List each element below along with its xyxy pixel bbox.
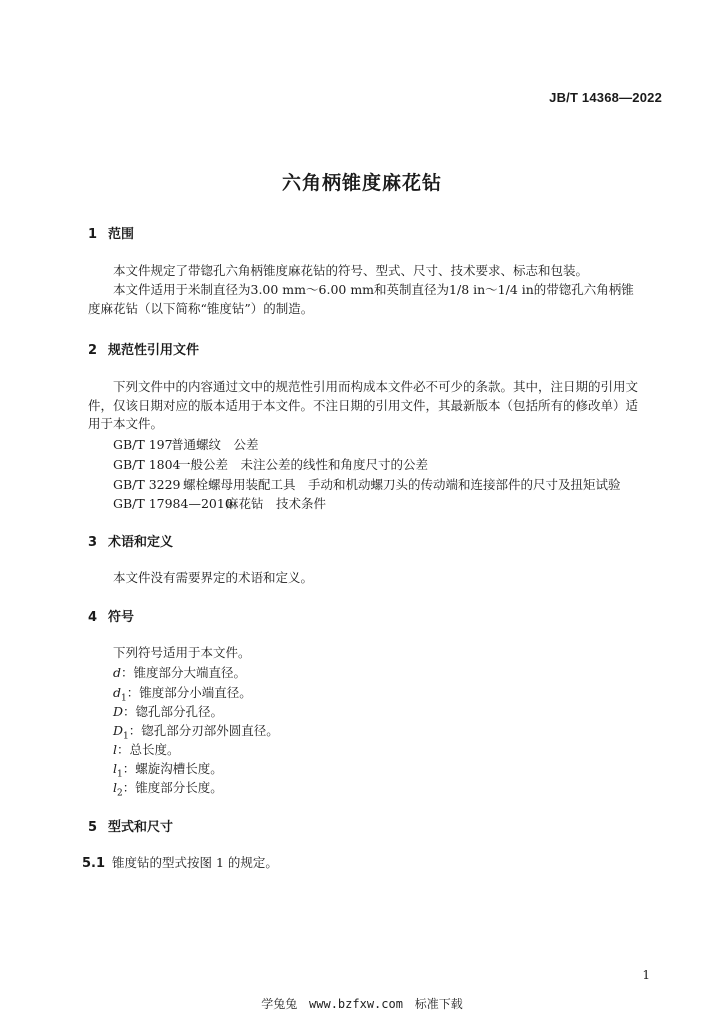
symbol-definition [113, 721, 279, 742]
symbol-description: ：锪孔部分孔径。 [123, 704, 224, 719]
symbol: D [113, 723, 124, 738]
subsection-5-1 [82, 853, 278, 871]
symbol-definition [113, 778, 223, 799]
footer-url: www.bzfxw.com [309, 997, 403, 1011]
symbol-description: ：总长度。 [117, 742, 180, 757]
section-1-paragraph-2: 本文件适用于米制直径为3.00 mm～6.00 mm和英制直径为1/8 in～1/4 in的带锪孔六角柄锥度麻花钻（以下简称“锥度钻”）的制造。 [88, 282, 634, 316]
reference-title: 一般公差 未注公差的线性和角度尺寸的公差 [178, 457, 429, 472]
reference-code: GB/T 197 [113, 437, 173, 452]
symbol-subscript: 1 [123, 731, 129, 742]
reference-item [113, 435, 259, 453]
reference-code: GB/T 3229 [113, 477, 181, 492]
symbol-description: ：锥度部分大端直径。 [121, 665, 247, 680]
symbol: l [113, 761, 117, 776]
symbol-description: ：锥度部分小端直径。 [126, 685, 252, 700]
symbol: D [113, 704, 124, 719]
section-2-heading [88, 339, 199, 358]
symbol-definition [113, 759, 223, 780]
section-number: 2 [88, 343, 98, 358]
section-3-paragraph-1: 本文件没有需要界定的术语和定义。 [113, 570, 314, 585]
symbols-intro: 下列符号适用于本文件。 [113, 645, 251, 660]
symbol-description: ：锥度部分长度。 [122, 780, 223, 795]
watermark-footer [0, 995, 724, 1012]
symbol: l [113, 780, 117, 795]
symbol-description: ：锪孔部分刃部外圆直径。 [128, 723, 279, 738]
reference-code: GB/T 1804 [113, 457, 181, 472]
symbol-definition [113, 663, 246, 684]
symbol: d [113, 665, 122, 680]
section-title: 型式和尺寸 [108, 820, 174, 835]
symbol-definition [113, 702, 223, 723]
standard-number: JB/T 14368—2022 [549, 90, 662, 105]
section-4-heading [88, 606, 134, 625]
section-1-heading [88, 223, 134, 242]
section-title: 术语和定义 [108, 535, 174, 550]
subsection-text: 锥度钻的型式按图 1 的规定。 [112, 855, 278, 870]
section-2-paragraph-1: 下列文件中的内容通过文中的规范性引用而构成本文件必不可少的条款。其中，注日期的引用文件，仅该日期对应的版本适用于本文件。不注日期的引用文件，其最新版本（包括所有的修改单）适用于本文件。 [88, 379, 639, 431]
section-number: 3 [88, 535, 98, 550]
section-1-paragraph-1: 本文件规定了带锪孔六角柄锥度麻花钻的符号、型式、尺寸、技术要求、标志和包装。 [113, 263, 589, 278]
reference-title: 螺栓螺母用装配工具 手动和机动螺刀头的传动端和连接部件的尺寸及扭矩试验 [183, 477, 621, 492]
symbol: l [113, 742, 117, 757]
page-number: 1 [642, 968, 650, 982]
symbol-subscript: 1 [121, 693, 127, 704]
section-title: 符号 [108, 610, 135, 625]
section-3-heading [88, 531, 173, 550]
section-number: 4 [88, 610, 98, 625]
symbol-definition [113, 683, 252, 704]
section-title: 规范性引用文件 [108, 343, 200, 358]
subsection-number: 5.1 [82, 856, 106, 871]
section-number: 1 [88, 227, 98, 242]
document-title: 六角柄锥度麻花钻 [281, 172, 442, 194]
reference-code: GB/T 17984—2010 [113, 496, 233, 511]
symbol: d [113, 685, 122, 700]
reference-item [113, 494, 326, 512]
footer-site-name: 学兔兔 [261, 997, 298, 1011]
symbol-description: ：螺旋沟槽长度。 [122, 761, 223, 776]
reference-item [113, 475, 621, 493]
section-number: 5 [88, 820, 98, 835]
symbol-definition [113, 740, 180, 761]
reference-title: 麻花钻 技术条件 [226, 496, 327, 511]
section-5-heading [88, 816, 173, 835]
symbol-subscript: 2 [117, 788, 123, 799]
reference-title: 普通螺纹 公差 [171, 437, 259, 452]
footer-tagline: 标准下载 [414, 997, 463, 1011]
symbol-subscript: 1 [117, 769, 123, 780]
reference-item [113, 455, 428, 473]
section-title: 范围 [108, 227, 135, 242]
